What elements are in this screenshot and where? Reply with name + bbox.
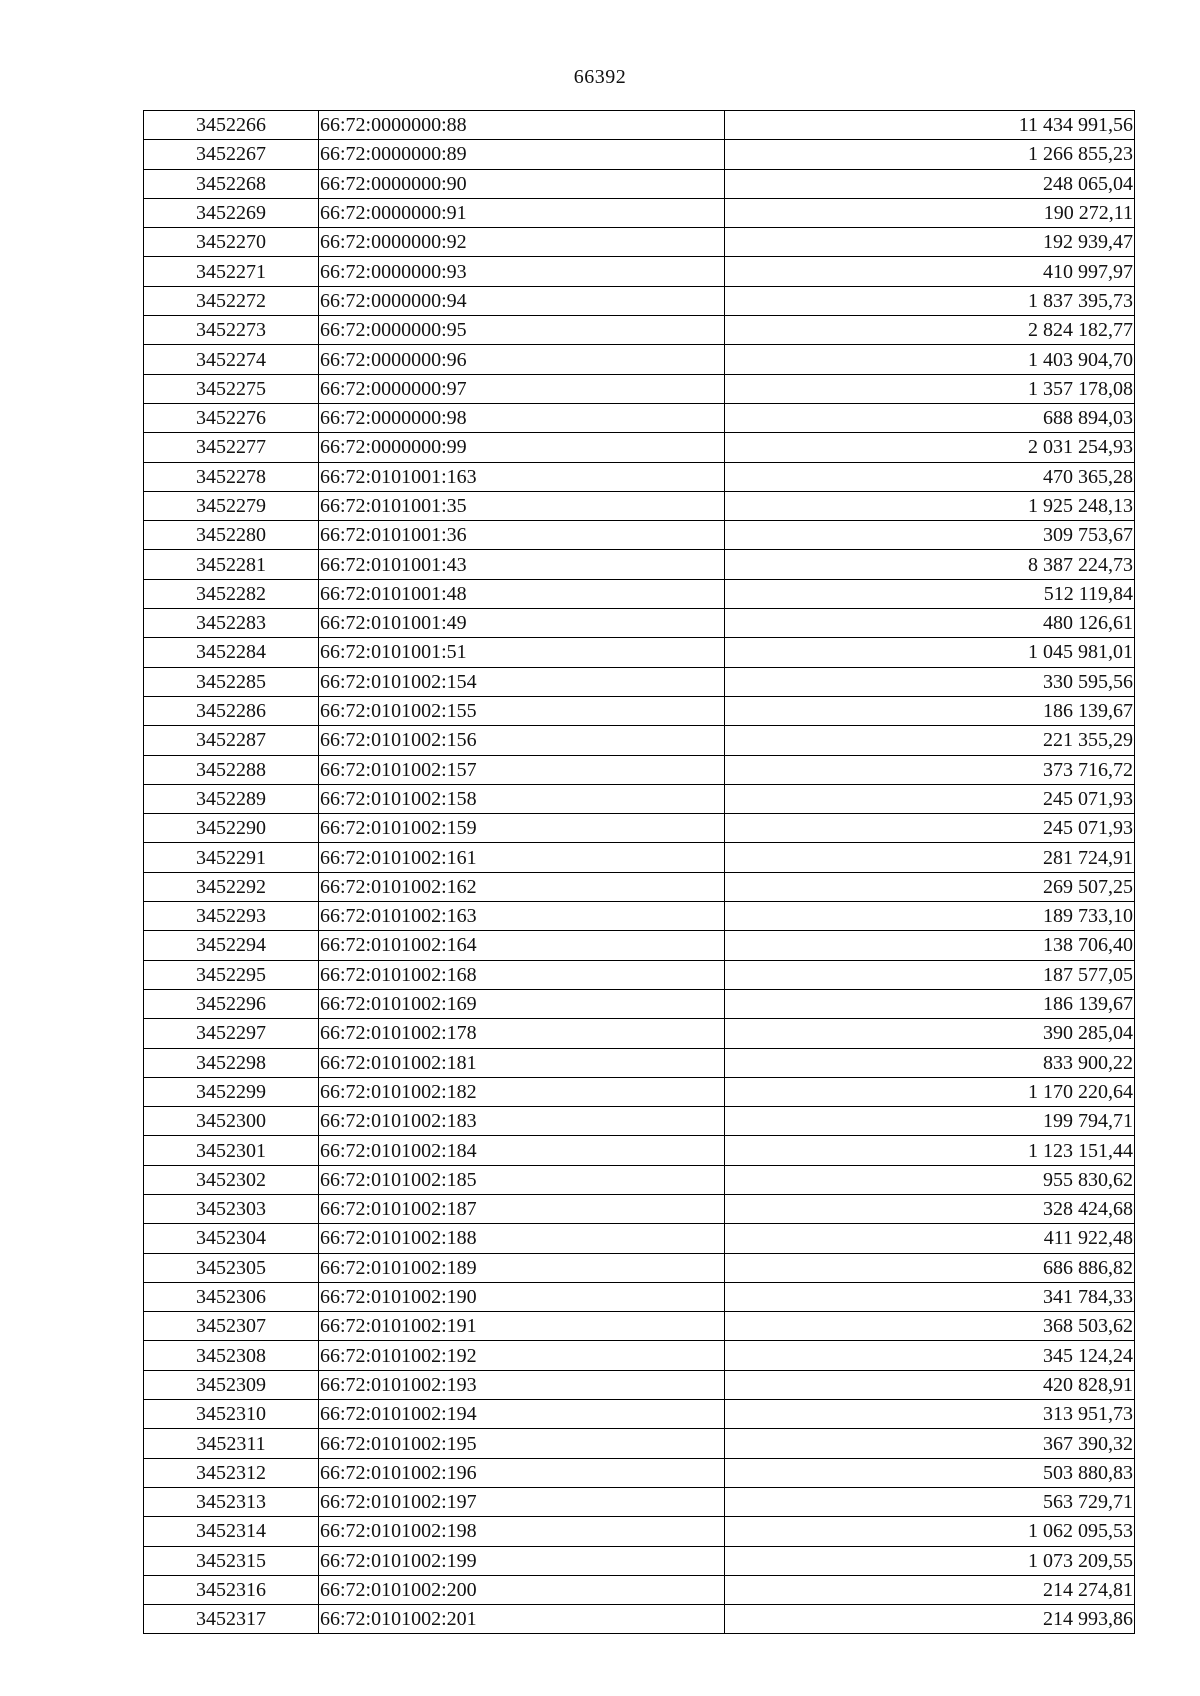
table-row [144, 726, 1135, 755]
record-number-cell: 3452312 [144, 1458, 319, 1487]
value-cell: 269 507,25 [725, 872, 1135, 901]
table-row [144, 989, 1135, 1018]
record-number-cell: 3452297 [144, 1019, 319, 1048]
record-number-cell: 3452299 [144, 1077, 319, 1106]
value-cell: 2 824 182,77 [725, 316, 1135, 345]
cadastral-number-cell: 66:72:0101002:159 [319, 814, 725, 843]
table-row [144, 1194, 1135, 1223]
cadastral-number-cell: 66:72:0000000:96 [319, 345, 725, 374]
record-number-cell: 3452310 [144, 1400, 319, 1429]
value-cell: 309 753,67 [725, 521, 1135, 550]
record-number-cell: 3452287 [144, 726, 319, 755]
record-number-cell: 3452298 [144, 1048, 319, 1077]
cadastral-number-cell: 66:72:0101002:164 [319, 931, 725, 960]
value-cell: 248 065,04 [725, 169, 1135, 198]
value-cell: 345 124,24 [725, 1341, 1135, 1370]
table-row [144, 169, 1135, 198]
table-row [144, 1400, 1135, 1429]
record-number-cell: 3452275 [144, 374, 319, 403]
value-cell: 1 073 209,55 [725, 1546, 1135, 1575]
table-row [144, 550, 1135, 579]
table-row [144, 1575, 1135, 1604]
table-row [144, 1429, 1135, 1458]
record-number-cell: 3452293 [144, 902, 319, 931]
record-number-cell: 3452274 [144, 345, 319, 374]
record-number-cell: 3452282 [144, 579, 319, 608]
cadastral-number-cell: 66:72:0000000:91 [319, 198, 725, 227]
cadastral-number-cell: 66:72:0101002:185 [319, 1165, 725, 1194]
table-row [144, 1341, 1135, 1370]
record-number-cell: 3452289 [144, 784, 319, 813]
table-row [144, 755, 1135, 784]
value-cell: 214 993,86 [725, 1605, 1135, 1634]
cadastral-number-cell: 66:72:0101002:197 [319, 1487, 725, 1516]
table-row [144, 609, 1135, 638]
cadastral-number-cell: 66:72:0101002:184 [319, 1136, 725, 1165]
table-row [144, 140, 1135, 169]
record-number-cell: 3452270 [144, 228, 319, 257]
page-number: 66392 [573, 66, 627, 88]
value-cell: 199 794,71 [725, 1107, 1135, 1136]
cadastral-number-cell: 66:72:0101001:163 [319, 462, 725, 491]
cadastral-number-cell: 66:72:0101002:168 [319, 960, 725, 989]
value-cell: 1 170 220,64 [725, 1077, 1135, 1106]
record-number-cell: 3452278 [144, 462, 319, 491]
table-row [144, 1107, 1135, 1136]
cadastral-number-cell: 66:72:0000000:89 [319, 140, 725, 169]
table-row [144, 462, 1135, 491]
record-number-cell: 3452285 [144, 667, 319, 696]
value-cell: 328 424,68 [725, 1194, 1135, 1223]
value-cell: 390 285,04 [725, 1019, 1135, 1048]
value-cell: 8 387 224,73 [725, 550, 1135, 579]
cadastral-number-cell: 66:72:0101001:48 [319, 579, 725, 608]
value-cell: 420 828,91 [725, 1370, 1135, 1399]
cadastral-number-cell: 66:72:0000000:98 [319, 403, 725, 432]
value-cell: 1 357 178,08 [725, 374, 1135, 403]
cadastral-number-cell: 66:72:0101001:51 [319, 638, 725, 667]
cadastral-number-cell: 66:72:0101002:157 [319, 755, 725, 784]
record-number-cell: 3452276 [144, 403, 319, 432]
record-number-cell: 3452311 [144, 1429, 319, 1458]
record-number-cell: 3452316 [144, 1575, 319, 1604]
cadastral-number-cell: 66:72:0101002:193 [319, 1370, 725, 1399]
cadastral-number-cell: 66:72:0101002:187 [319, 1194, 725, 1223]
record-number-cell: 3452267 [144, 140, 319, 169]
table-row [144, 1165, 1135, 1194]
record-number-cell: 3452294 [144, 931, 319, 960]
table-row [144, 1458, 1135, 1487]
record-number-cell: 3452295 [144, 960, 319, 989]
value-cell: 214 274,81 [725, 1575, 1135, 1604]
value-cell: 512 119,84 [725, 579, 1135, 608]
table-row [144, 228, 1135, 257]
value-cell: 1 403 904,70 [725, 345, 1135, 374]
table-row [144, 1077, 1135, 1106]
record-number-cell: 3452307 [144, 1312, 319, 1341]
record-number-cell: 3452314 [144, 1517, 319, 1546]
table-row [144, 374, 1135, 403]
table-row [144, 843, 1135, 872]
value-cell: 563 729,71 [725, 1487, 1135, 1516]
value-cell: 1 062 095,53 [725, 1517, 1135, 1546]
cadastral-number-cell: 66:72:0000000:95 [319, 316, 725, 345]
record-number-cell: 3452283 [144, 609, 319, 638]
cadastral-number-cell: 66:72:0101002:189 [319, 1253, 725, 1282]
cadastral-number-cell: 66:72:0101002:154 [319, 667, 725, 696]
value-cell: 411 922,48 [725, 1224, 1135, 1253]
record-number-cell: 3452292 [144, 872, 319, 901]
registry-table [143, 110, 1135, 1634]
table-row [144, 286, 1135, 315]
table-row [144, 814, 1135, 843]
value-cell: 245 071,93 [725, 784, 1135, 813]
value-cell: 955 830,62 [725, 1165, 1135, 1194]
record-number-cell: 3452268 [144, 169, 319, 198]
cadastral-number-cell: 66:72:0101002:169 [319, 989, 725, 1018]
cadastral-number-cell: 66:72:0000000:99 [319, 433, 725, 462]
record-number-cell: 3452317 [144, 1605, 319, 1634]
table-row [144, 345, 1135, 374]
table-row [144, 960, 1135, 989]
cadastral-number-cell: 66:72:0101001:36 [319, 521, 725, 550]
value-cell: 2 031 254,93 [725, 433, 1135, 462]
value-cell: 11 434 991,56 [725, 111, 1135, 140]
cadastral-number-cell: 66:72:0101002:200 [319, 1575, 725, 1604]
record-number-cell: 3452309 [144, 1370, 319, 1399]
cadastral-number-cell: 66:72:0000000:92 [319, 228, 725, 257]
table-row [144, 1136, 1135, 1165]
cadastral-number-cell: 66:72:0101002:183 [319, 1107, 725, 1136]
value-cell: 1 925 248,13 [725, 491, 1135, 520]
table-row [144, 931, 1135, 960]
cadastral-number-cell: 66:72:0101002:196 [319, 1458, 725, 1487]
record-number-cell: 3452315 [144, 1546, 319, 1575]
cadastral-number-cell: 66:72:0101002:182 [319, 1077, 725, 1106]
cadastral-number-cell: 66:72:0101002:199 [319, 1546, 725, 1575]
table-row [144, 433, 1135, 462]
cadastral-number-cell: 66:72:0101002:163 [319, 902, 725, 931]
record-number-cell: 3452313 [144, 1487, 319, 1516]
cadastral-number-cell: 66:72:0101002:192 [319, 1341, 725, 1370]
value-cell: 410 997,97 [725, 257, 1135, 286]
table-row [144, 491, 1135, 520]
record-number-cell: 3452288 [144, 755, 319, 784]
cadastral-number-cell: 66:72:0101002:191 [319, 1312, 725, 1341]
record-number-cell: 3452304 [144, 1224, 319, 1253]
record-number-cell: 3452291 [144, 843, 319, 872]
record-number-cell: 3452286 [144, 696, 319, 725]
record-number-cell: 3452272 [144, 286, 319, 315]
record-number-cell: 3452279 [144, 491, 319, 520]
registry-table-body [144, 111, 1135, 1634]
record-number-cell: 3452277 [144, 433, 319, 462]
value-cell: 245 071,93 [725, 814, 1135, 843]
table-row [144, 784, 1135, 813]
table-row [144, 1224, 1135, 1253]
table-row [144, 1019, 1135, 1048]
value-cell: 368 503,62 [725, 1312, 1135, 1341]
cadastral-number-cell: 66:72:0101002:194 [319, 1400, 725, 1429]
table-row [144, 1487, 1135, 1516]
record-number-cell: 3452301 [144, 1136, 319, 1165]
cadastral-number-cell: 66:72:0101002:178 [319, 1019, 725, 1048]
value-cell: 281 724,91 [725, 843, 1135, 872]
cadastral-number-cell: 66:72:0101001:43 [319, 550, 725, 579]
value-cell: 373 716,72 [725, 755, 1135, 784]
table-row [144, 1370, 1135, 1399]
table-row [144, 1605, 1135, 1634]
value-cell: 1 837 395,73 [725, 286, 1135, 315]
value-cell: 138 706,40 [725, 931, 1135, 960]
cadastral-number-cell: 66:72:0000000:97 [319, 374, 725, 403]
value-cell: 1 266 855,23 [725, 140, 1135, 169]
cadastral-number-cell: 66:72:0101001:35 [319, 491, 725, 520]
value-cell: 367 390,32 [725, 1429, 1135, 1458]
table-row [144, 403, 1135, 432]
cadastral-number-cell: 66:72:0101002:156 [319, 726, 725, 755]
value-cell: 192 939,47 [725, 228, 1135, 257]
record-number-cell: 3452271 [144, 257, 319, 286]
record-number-cell: 3452308 [144, 1341, 319, 1370]
record-number-cell: 3452273 [144, 316, 319, 345]
cadastral-number-cell: 66:72:0101002:162 [319, 872, 725, 901]
cadastral-number-cell: 66:72:0000000:94 [319, 286, 725, 315]
cadastral-number-cell: 66:72:0101001:49 [319, 609, 725, 638]
value-cell: 221 355,29 [725, 726, 1135, 755]
value-cell: 480 126,61 [725, 609, 1135, 638]
table-row [144, 257, 1135, 286]
table-row [144, 696, 1135, 725]
cadastral-number-cell: 66:72:0101002:158 [319, 784, 725, 813]
value-cell: 187 577,05 [725, 960, 1135, 989]
cadastral-number-cell: 66:72:0101002:201 [319, 1605, 725, 1634]
cadastral-number-cell: 66:72:0000000:90 [319, 169, 725, 198]
record-number-cell: 3452302 [144, 1165, 319, 1194]
cadastral-number-cell: 66:72:0000000:88 [319, 111, 725, 140]
table-row [144, 1546, 1135, 1575]
table-row [144, 316, 1135, 345]
cadastral-number-cell: 66:72:0101002:188 [319, 1224, 725, 1253]
table-row [144, 1253, 1135, 1282]
table-row [144, 1282, 1135, 1311]
value-cell: 313 951,73 [725, 1400, 1135, 1429]
record-number-cell: 3452280 [144, 521, 319, 550]
cadastral-number-cell: 66:72:0101002:155 [319, 696, 725, 725]
record-number-cell: 3452281 [144, 550, 319, 579]
cadastral-number-cell: 66:72:0101002:161 [319, 843, 725, 872]
record-number-cell: 3452296 [144, 989, 319, 1018]
value-cell: 1 045 981,01 [725, 638, 1135, 667]
record-number-cell: 3452290 [144, 814, 319, 843]
value-cell: 503 880,83 [725, 1458, 1135, 1487]
record-number-cell: 3452266 [144, 111, 319, 140]
cadastral-number-cell: 66:72:0101002:190 [319, 1282, 725, 1311]
table-row [144, 521, 1135, 550]
value-cell: 470 365,28 [725, 462, 1135, 491]
value-cell: 190 272,11 [725, 198, 1135, 227]
table-row [144, 1048, 1135, 1077]
table-row [144, 638, 1135, 667]
record-number-cell: 3452269 [144, 198, 319, 227]
record-number-cell: 3452284 [144, 638, 319, 667]
table-row [144, 902, 1135, 931]
value-cell: 341 784,33 [725, 1282, 1135, 1311]
record-number-cell: 3452300 [144, 1107, 319, 1136]
value-cell: 186 139,67 [725, 696, 1135, 725]
record-number-cell: 3452306 [144, 1282, 319, 1311]
value-cell: 186 139,67 [725, 989, 1135, 1018]
cadastral-number-cell: 66:72:0101002:181 [319, 1048, 725, 1077]
table-row [144, 111, 1135, 140]
record-number-cell: 3452303 [144, 1194, 319, 1223]
value-cell: 1 123 151,44 [725, 1136, 1135, 1165]
table-row [144, 872, 1135, 901]
record-number-cell: 3452305 [144, 1253, 319, 1282]
table-row [144, 579, 1135, 608]
table-row [144, 198, 1135, 227]
table-row [144, 667, 1135, 696]
table-row [144, 1312, 1135, 1341]
value-cell: 189 733,10 [725, 902, 1135, 931]
value-cell: 330 595,56 [725, 667, 1135, 696]
cadastral-number-cell: 66:72:0101002:195 [319, 1429, 725, 1458]
cadastral-number-cell: 66:72:0000000:93 [319, 257, 725, 286]
value-cell: 833 900,22 [725, 1048, 1135, 1077]
value-cell: 688 894,03 [725, 403, 1135, 432]
value-cell: 686 886,82 [725, 1253, 1135, 1282]
cadastral-number-cell: 66:72:0101002:198 [319, 1517, 725, 1546]
table-row [144, 1517, 1135, 1546]
